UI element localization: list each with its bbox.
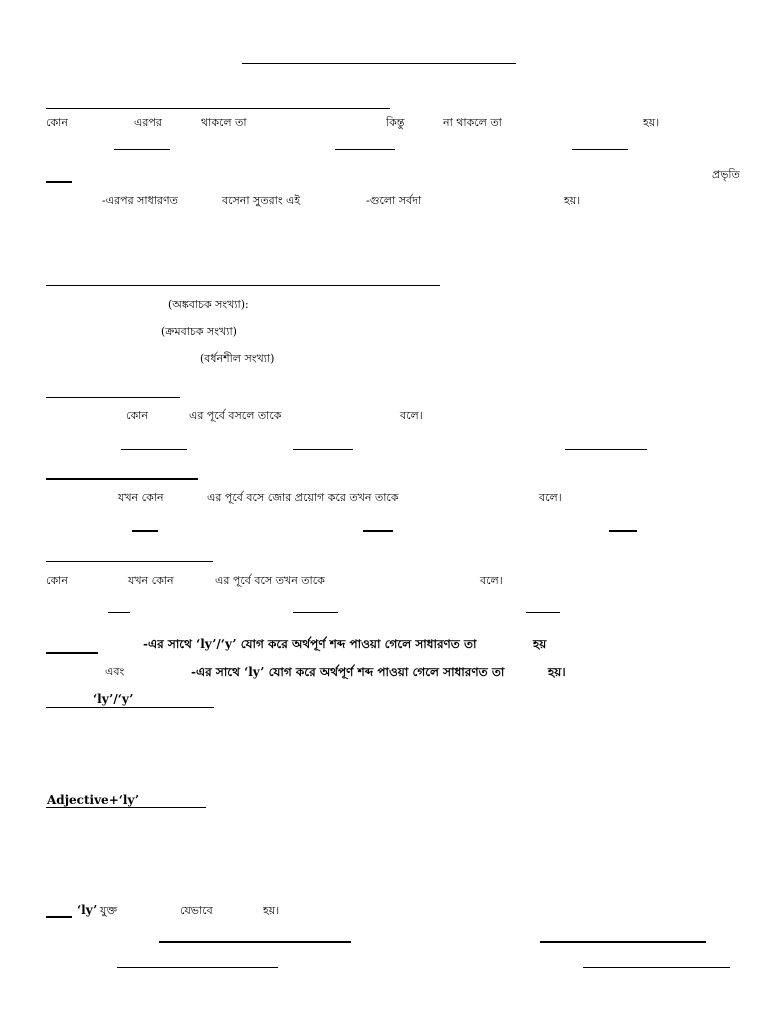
text-ordinal: (ক্রমবাচক সংখ্যা): [161, 325, 237, 338]
text-erpor-sadharonoto: -এরপর সাধারণত: [102, 194, 178, 207]
blank-line: [572, 149, 628, 150]
blank-line: [565, 449, 647, 450]
text-erpor: এরপর: [134, 116, 162, 129]
text-kon: কোন: [126, 409, 148, 422]
text-hoy: হয়: [533, 637, 547, 651]
text-gulo: -গুলো সর্বদা: [366, 194, 422, 207]
blank-line: [293, 449, 353, 450]
text-jokhon-kon: যখন কোন: [128, 574, 174, 587]
text-bosena: বসেনা সুতরাং এই: [222, 194, 301, 207]
heading-adjective-underline: [46, 807, 206, 808]
blank-line: [114, 149, 170, 150]
text-prabhriti: প্রভৃতি: [712, 168, 740, 181]
text-kon: কোন: [46, 574, 68, 587]
text-hoy: হয়।: [643, 116, 660, 129]
text-bole: বলে।: [400, 409, 423, 422]
numbers-heading-line: [46, 285, 440, 286]
blank-line: [117, 967, 278, 968]
text-hoy: হয়।: [548, 665, 566, 679]
section-one-heading-line: [46, 397, 180, 398]
text-purbe: এর পূর্বে বসে তখন তাকে: [215, 574, 325, 587]
text-increasing: (বর্ধনশীল সংখ্যা): [200, 352, 275, 365]
heading-ly-y: ‘ly’/‘y’: [93, 692, 134, 706]
text-kon: কোন: [46, 116, 68, 129]
short-blank-line: [108, 612, 130, 613]
heading-ly-y-underline: [46, 707, 214, 708]
heading-adjective-ly: Adjective+‘ly’: [47, 793, 140, 807]
short-blank-line: [46, 916, 72, 918]
text-ebong: এবং: [105, 665, 125, 678]
text-na-thakle-ta: না থাকলে তা: [443, 116, 502, 129]
section-three-heading-line: [46, 561, 213, 562]
short-blank-line: [46, 181, 72, 183]
text-ly-line1: -এর সাথে ‘ly’/‘y’ যোগ করে অর্থপূর্ণ শব্দ পাওয়া গেলে সাধারণত তা: [143, 637, 477, 651]
text-bole: বলে।: [480, 574, 503, 587]
blank-line: [583, 967, 730, 968]
text-thakle-ta: থাকলে তা: [201, 116, 247, 129]
text-ly: ‘ly’: [77, 903, 98, 917]
text-jokhon-kon: যখন কোন: [118, 491, 164, 504]
blank-line: [540, 941, 706, 943]
text-jebhabe: যেভাবে: [180, 904, 213, 917]
blank-line: [526, 612, 560, 613]
text-hoy: হয়।: [263, 904, 280, 917]
text-purbe: এর পূর্বে বসলে তাকে: [189, 409, 282, 422]
short-blank-line: [363, 530, 393, 532]
text-ly-line2: -এর সাথে ‘ly’ যোগ করে অর্থপূর্ণ শব্দ পাওয়া গেলে সাধারণত তা: [191, 665, 505, 679]
text-purbe: এর পূর্বে বসে জোর প্রয়োগ করে তখন তাকে: [207, 491, 399, 504]
section1-heading-line: [46, 108, 390, 109]
blank-line: [159, 941, 351, 943]
blank-line: [46, 652, 98, 654]
text-bole: বলে।: [539, 491, 562, 504]
short-blank-line: [132, 530, 158, 532]
blank-line: [335, 149, 395, 150]
title-blank-line: [242, 63, 516, 64]
text-hoy: হয়।: [564, 194, 581, 207]
blank-line: [293, 612, 338, 613]
text-jukto: যুক্ত: [100, 904, 118, 917]
blank-line: [121, 449, 187, 450]
text-cardinal: (অঙ্কবাচক সংখ্যা):: [168, 298, 249, 311]
short-blank-line: [609, 530, 637, 532]
section-two-heading-line: [46, 478, 198, 480]
text-kintu: কিন্তু: [386, 116, 405, 129]
